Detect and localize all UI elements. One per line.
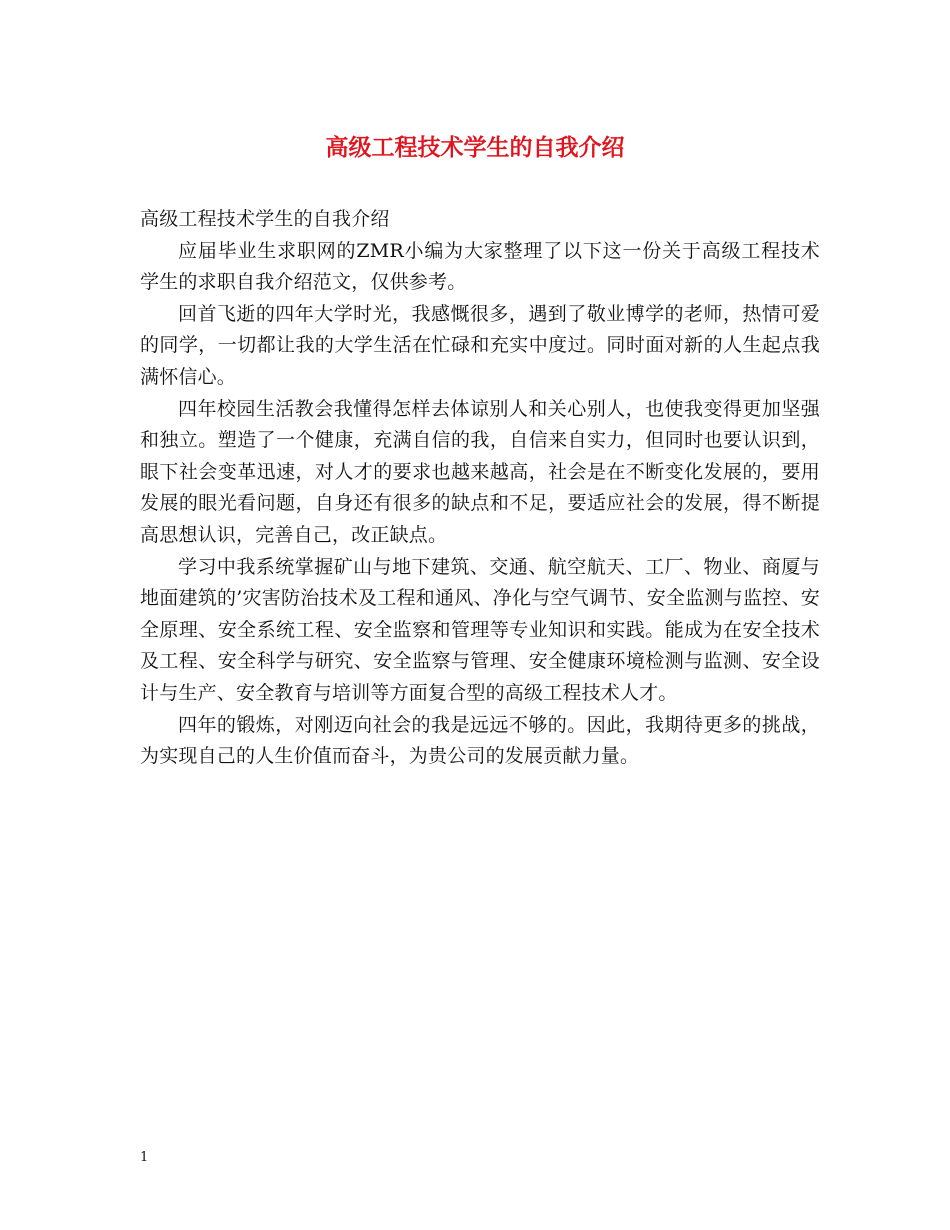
paragraph-growth: 四年校园生活教会我懂得怎样去体谅别人和关心别人，也使我变得更加坚强和独立。塑造了一个健康，充满自信的我，自信来自实力，但同时也要认识到，眼下社会变革迅速，对人才的要求也越来越高，社会是在不断变化发展的，要用发展的眼光看问题，自身还有很多的缺点和不足，要适应社会的发展，得不断提高思想认识，完善自己，改正缺点。 [140, 397, 820, 546]
paragraph-study: 学习中我系统掌握矿山与地下建筑、交通、航空航天、工厂、物业、商厦与地面建筑的’灾害防治技术及工程和通风、净化与空气调节、安全监测与监控、安全原理、安全系统工程、安全监察和管理等专业知识和实践。能成为在安全技术及工程、安全科学与研究、安全监察与管理、安全健康环境检测与监测、安全设计与生产、安全教育与培训等方面复合型的高级工程技术人才。 [140, 555, 820, 704]
document-subtitle: 高级工程技术学生的自我介绍 [140, 208, 390, 230]
page-number: 1 [140, 1150, 149, 1165]
paragraph-reflection: 回首飞逝的四年大学时光，我感慨很多，遇到了敬业博学的老师，热情可爱的同学，一切都让我的大学生活在忙碌和充实中度过。同时面对新的人生起点我满怀信心。 [140, 302, 820, 388]
document-title: 高级工程技术学生的自我介绍 [325, 134, 625, 161]
paragraph-intro: 应届毕业生求职网的ZMR小编为大家整理了以下这一份关于高级工程技术学生的求职自我介绍范文，仅供参考。 [140, 239, 820, 294]
paragraph-closing: 四年的锻炼，对刚迈向社会的我是远远不够的。因此，我期待更多的挑战，为实现自己的人生价值而奋斗，为贵公司的发展贡献力量。 [140, 713, 820, 768]
document-body [140, 204, 820, 773]
